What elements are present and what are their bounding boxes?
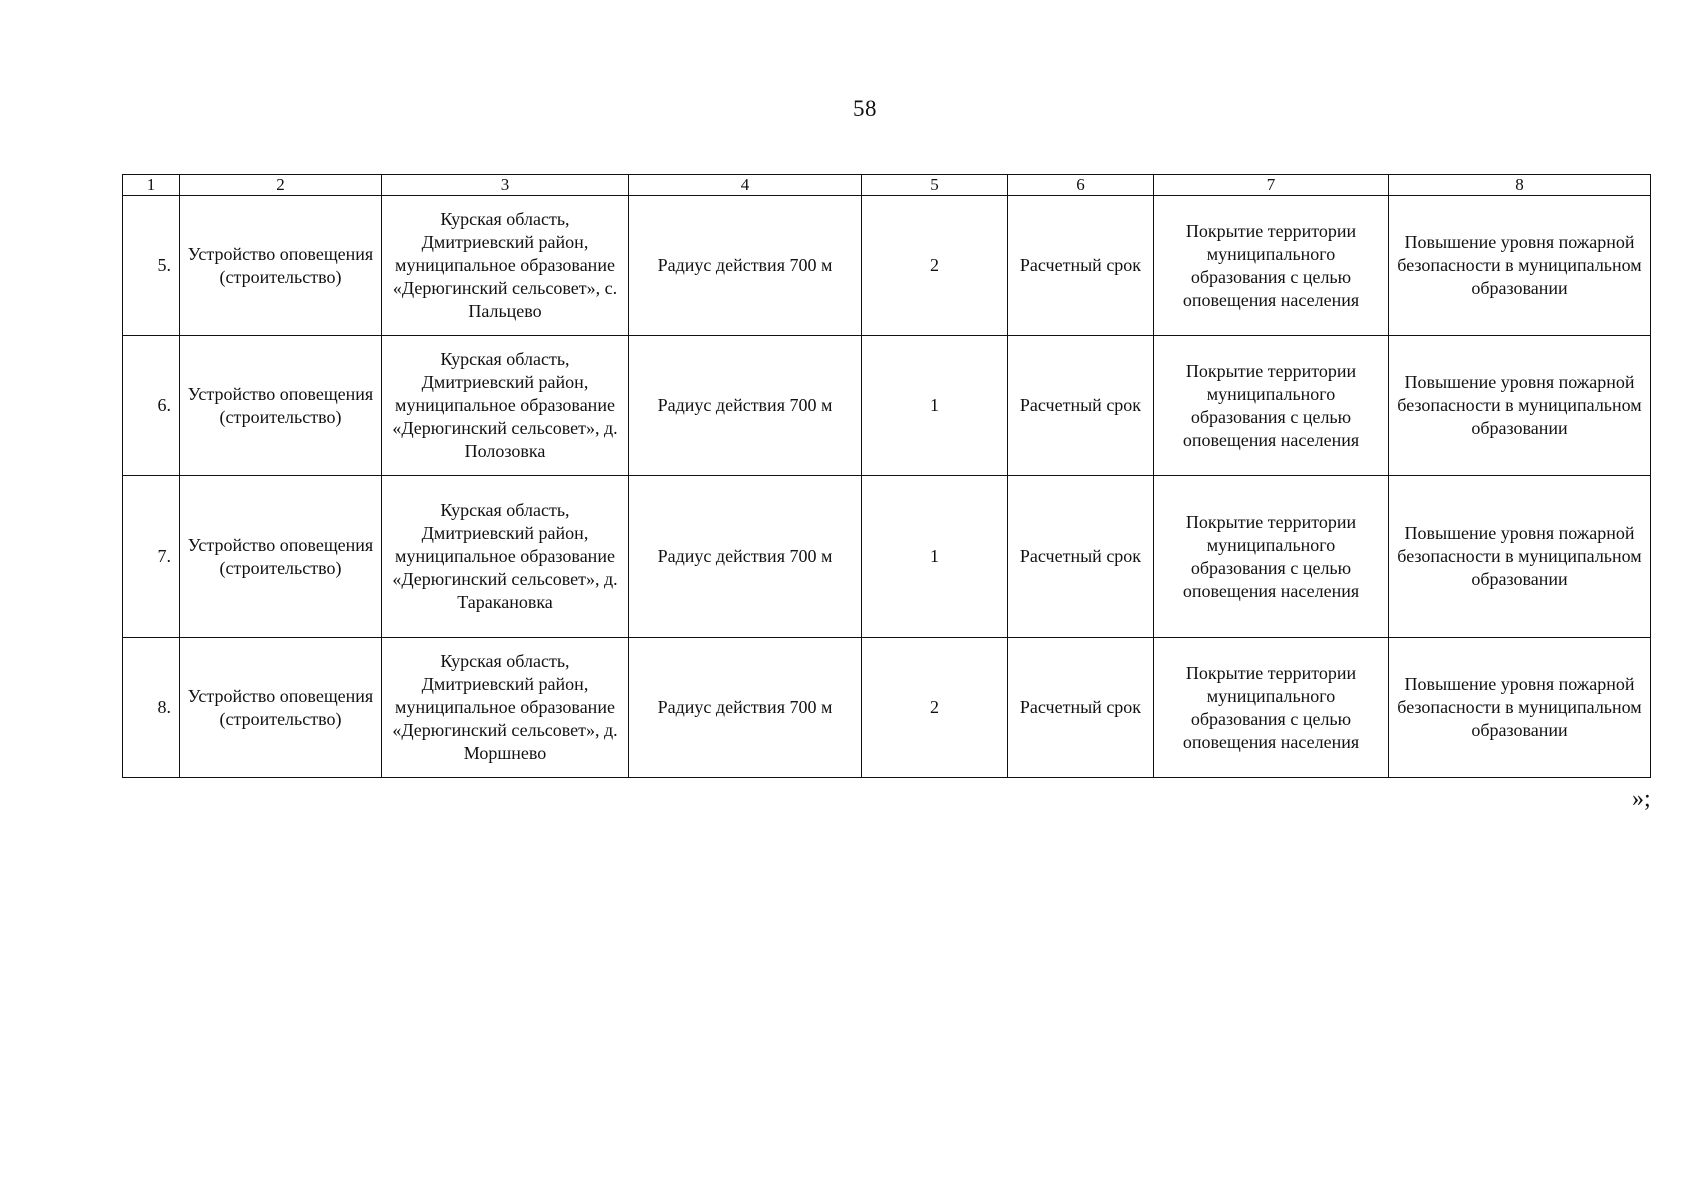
result-cell: Повышение уровня пожарной безопасности в муниципальном образовании xyxy=(1389,476,1651,638)
object-cell: Устройство оповещения (строительство) xyxy=(180,476,382,638)
table-row xyxy=(123,196,1651,336)
purpose-cell: Покрытие территории муниципального образования с целью оповещения населения xyxy=(1154,336,1389,476)
characteristic-cell: Радиус действия 700 м xyxy=(629,196,862,336)
quantity-cell: 2 xyxy=(862,638,1008,778)
column-header-3: 3 xyxy=(382,175,629,196)
term-cell: Расчетный срок xyxy=(1008,336,1154,476)
location-cell: Курская область, Дмитриевский район, муниципальное образование «Дерюгинский сельсовет», с. Пальцево xyxy=(382,196,629,336)
column-header-1: 1 xyxy=(123,175,180,196)
object-cell: Устройство оповещения (строительство) xyxy=(180,336,382,476)
characteristic-cell: Радиус действия 700 м xyxy=(629,336,862,476)
location-cell: Курская область, Дмитриевский район, муниципальное образование «Дерюгинский сельсовет», д. Таракановка xyxy=(382,476,629,638)
closing-quote-mark: »; xyxy=(1632,786,1651,812)
row-number: 6. xyxy=(123,336,180,476)
row-number: 7. xyxy=(123,476,180,638)
table-header-row xyxy=(123,175,1651,196)
column-header-2: 2 xyxy=(180,175,382,196)
row-number: 5. xyxy=(123,196,180,336)
quantity-cell: 2 xyxy=(862,196,1008,336)
quantity-cell: 1 xyxy=(862,476,1008,638)
object-cell: Устройство оповещения (строительство) xyxy=(180,196,382,336)
characteristic-cell: Радиус действия 700 м xyxy=(629,476,862,638)
purpose-cell: Покрытие территории муниципального образования с целью оповещения населения xyxy=(1154,638,1389,778)
result-cell: Повышение уровня пожарной безопасности в муниципальном образовании xyxy=(1389,638,1651,778)
column-header-5: 5 xyxy=(862,175,1008,196)
location-cell: Курская область, Дмитриевский район, муниципальное образование «Дерюгинский сельсовет», д. Моршнево xyxy=(382,638,629,778)
document-table xyxy=(122,174,1651,778)
object-cell: Устройство оповещения (строительство) xyxy=(180,638,382,778)
location-cell: Курская область, Дмитриевский район, муниципальное образование «Дерюгинский сельсовет», д. Полозовка xyxy=(382,336,629,476)
quantity-cell: 1 xyxy=(862,336,1008,476)
purpose-cell: Покрытие территории муниципального образования с целью оповещения населения xyxy=(1154,196,1389,336)
column-header-8: 8 xyxy=(1389,175,1651,196)
table-row xyxy=(123,336,1651,476)
term-cell: Расчетный срок xyxy=(1008,638,1154,778)
column-header-6: 6 xyxy=(1008,175,1154,196)
table-row xyxy=(123,476,1651,638)
page-number: 58 xyxy=(853,96,877,121)
term-cell: Расчетный срок xyxy=(1008,476,1154,638)
characteristic-cell: Радиус действия 700 м xyxy=(629,638,862,778)
column-header-4: 4 xyxy=(629,175,862,196)
term-cell: Расчетный срок xyxy=(1008,196,1154,336)
table-row xyxy=(123,638,1651,778)
result-cell: Повышение уровня пожарной безопасности в муниципальном образовании xyxy=(1389,196,1651,336)
row-number: 8. xyxy=(123,638,180,778)
column-header-7: 7 xyxy=(1154,175,1389,196)
result-cell: Повышение уровня пожарной безопасности в муниципальном образовании xyxy=(1389,336,1651,476)
purpose-cell: Покрытие территории муниципального образования с целью оповещения населения xyxy=(1154,476,1389,638)
